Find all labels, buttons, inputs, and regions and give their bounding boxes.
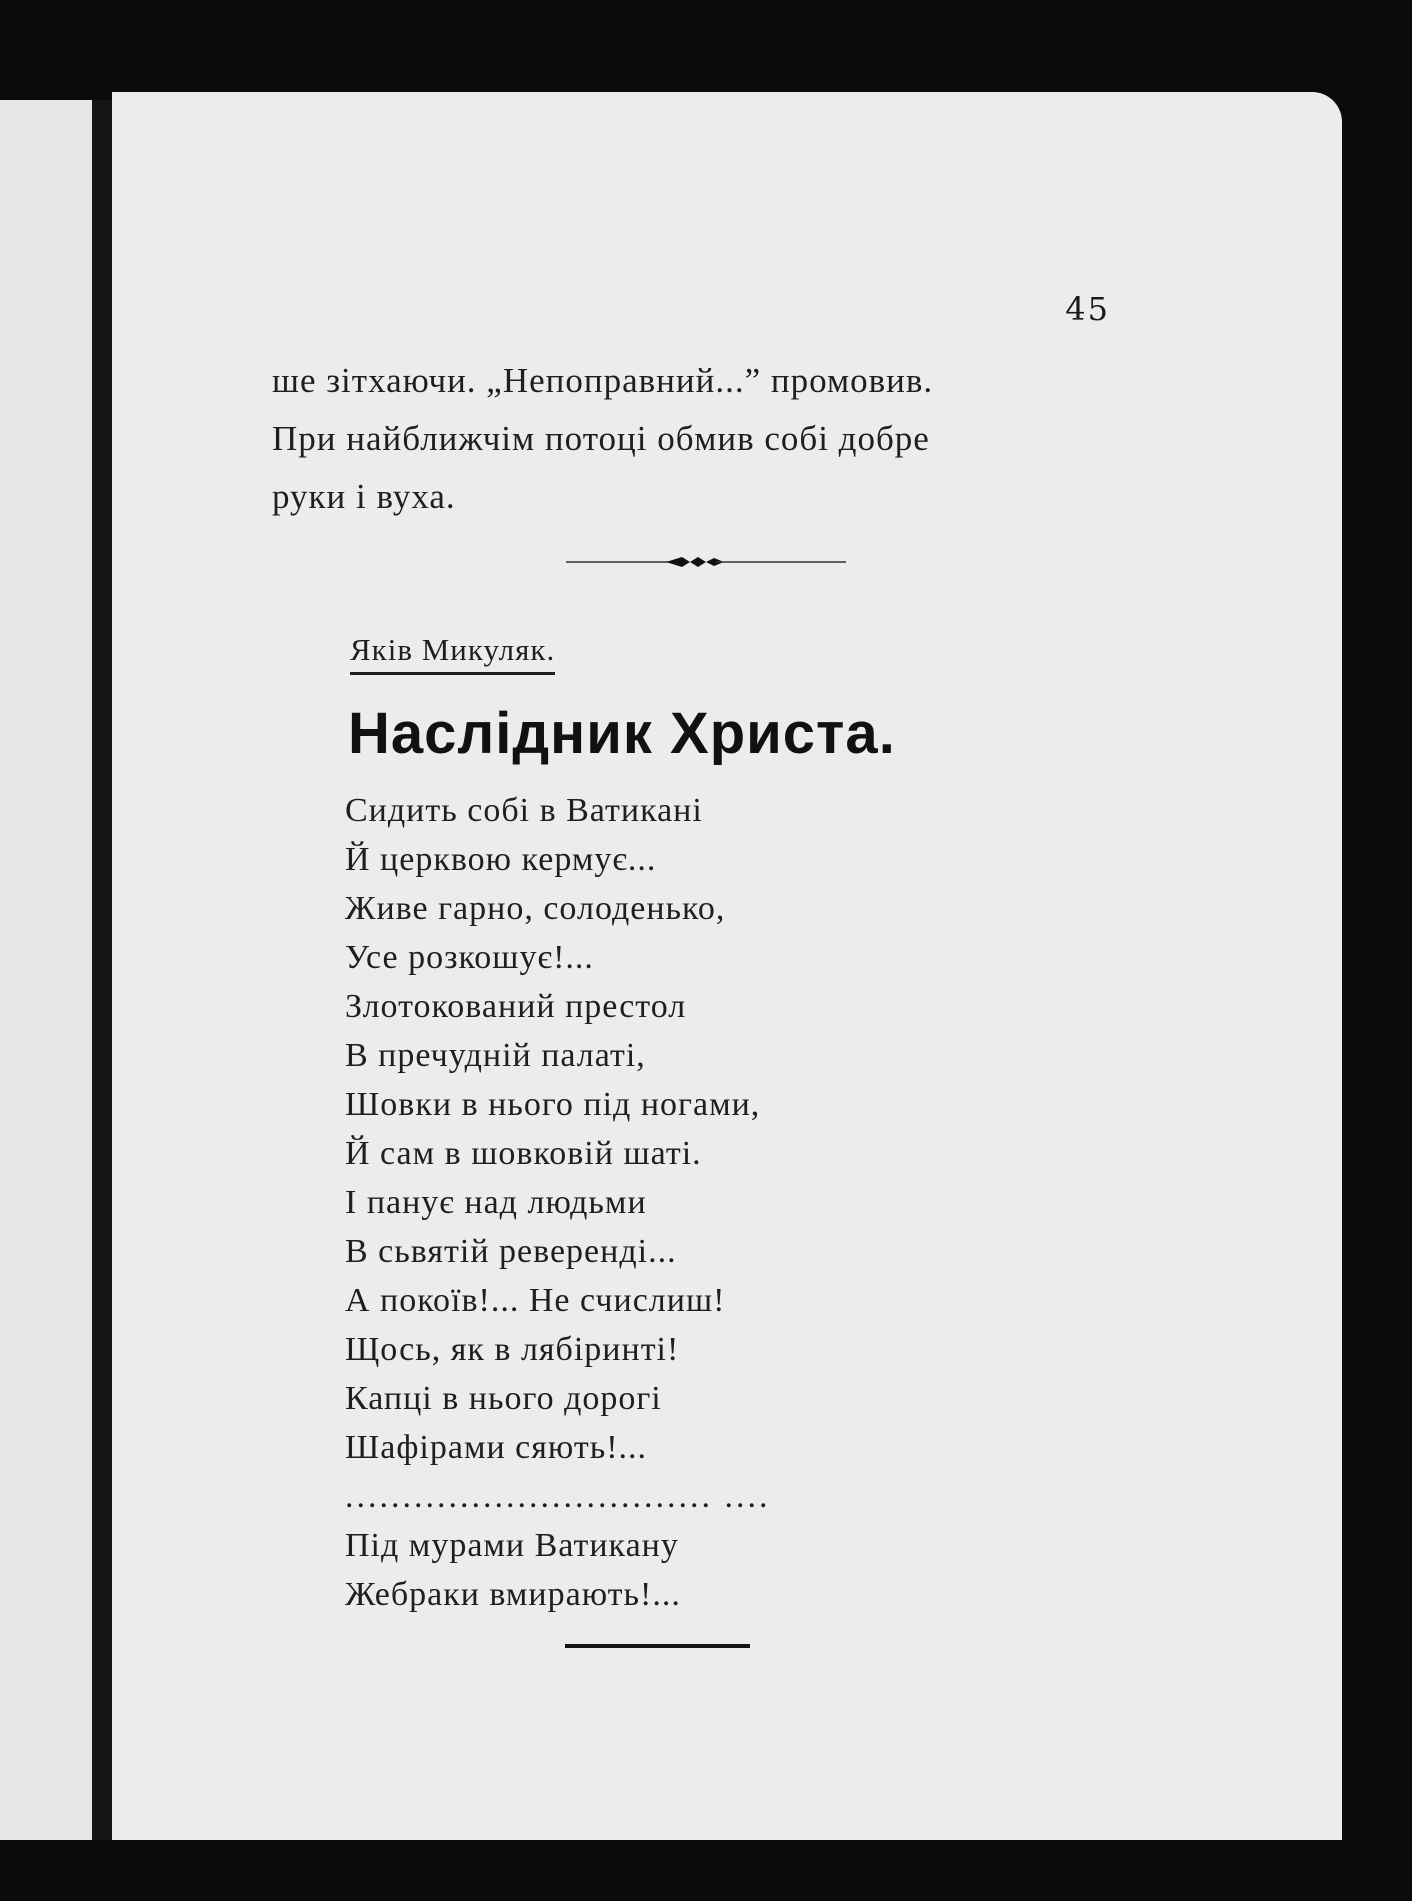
poem-verse <box>345 786 1045 1619</box>
verse-line: Злотокований престол <box>345 988 687 1025</box>
verse-ellipsis-line: ................................ .... <box>345 1478 771 1515</box>
facing-page-edge <box>0 100 100 1840</box>
prose-line: ше зітхаючи. „Непоправний...” промовив. <box>272 361 934 400</box>
verse-line: Сидить собі в Ватикані <box>345 792 703 829</box>
end-rule <box>565 1644 750 1648</box>
verse-line: В сьвятій реверенді... <box>345 1233 677 1270</box>
page-number: 45 <box>1065 290 1110 328</box>
verse-line: Шафірами сяють!... <box>345 1429 648 1466</box>
book-spine <box>92 100 112 1840</box>
verse-line: Жебраки вмирають!... <box>345 1576 681 1613</box>
prose-line: При найближчім потоці обмив собі добре <box>272 419 930 458</box>
verse-line: Шовки в нього під ногами, <box>345 1086 761 1123</box>
verse-line: І панує над людьми <box>345 1184 647 1221</box>
prose-paragraph <box>272 352 1112 526</box>
verse-line: А покоїв!... Не счислиш! <box>345 1282 726 1319</box>
poem-title: Наслідник Христа. <box>348 701 896 766</box>
verse-line: Капці в нього дорогі <box>345 1380 662 1417</box>
verse-line: Й сам в шовковій шаті. <box>345 1135 702 1172</box>
verse-line: Щось, як в лябіринті! <box>345 1331 680 1368</box>
verse-line: Під мурами Ватикану <box>345 1527 679 1564</box>
verse-line: В пречудній палаті, <box>345 1037 646 1074</box>
verse-line: Усе розкошує!... <box>345 939 594 976</box>
author-name: Яків Микуляк. <box>350 632 555 675</box>
section-divider-ornament <box>566 552 846 572</box>
verse-line: Живе гарно, солоденько, <box>345 890 726 927</box>
prose-line: руки і вуха. <box>272 477 456 516</box>
verse-line: Й церквою кермує... <box>345 841 657 878</box>
